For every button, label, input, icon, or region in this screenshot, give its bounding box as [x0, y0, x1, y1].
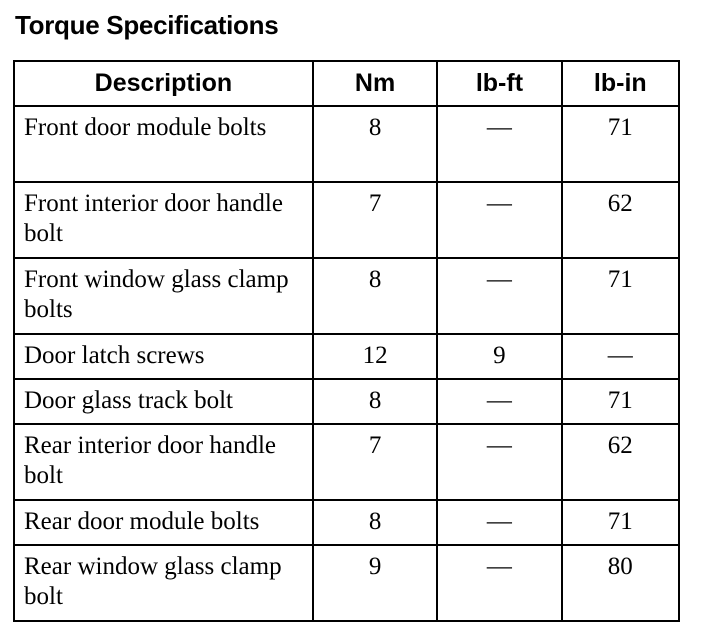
lb-ft-cell: — — [437, 182, 561, 258]
lb-in-cell: 80 — [562, 545, 679, 621]
description-cell: Rear door module bolts — [14, 500, 313, 545]
table-row — [14, 334, 679, 379]
description-cell: Front window glass clamp bolts — [14, 258, 313, 334]
nm-cell: 7 — [313, 424, 437, 500]
description-cell: Door latch screws — [14, 334, 313, 379]
lb-ft-cell: — — [437, 424, 561, 500]
nm-cell: 8 — [313, 379, 437, 424]
table-row — [14, 182, 679, 258]
description-cell: Front interior door handle bolt — [14, 182, 313, 258]
lb-ft-cell: — — [437, 258, 561, 334]
description-cell: Rear window glass clamp bolt — [14, 545, 313, 621]
lb-in-cell: 62 — [562, 182, 679, 258]
torque-specifications-table — [13, 60, 680, 622]
nm-cell: 12 — [313, 334, 437, 379]
table-row — [14, 106, 679, 182]
lb-in-cell: 71 — [562, 106, 679, 182]
table-row — [14, 258, 679, 334]
description-cell: Door glass track bolt — [14, 379, 313, 424]
lb-ft-cell: — — [437, 545, 561, 621]
table-row — [14, 545, 679, 621]
nm-cell: 8 — [313, 258, 437, 334]
lb-ft-cell: 9 — [437, 334, 561, 379]
table-row — [14, 424, 679, 500]
page-title: Torque Specifications — [15, 10, 279, 40]
nm-cell: 9 — [313, 545, 437, 621]
lb-in-cell: 62 — [562, 424, 679, 500]
lb-in-cell: 71 — [562, 500, 679, 545]
table-row — [14, 500, 679, 545]
column-header-lb-ft: lb-ft — [437, 61, 561, 106]
lb-ft-cell: — — [437, 500, 561, 545]
description-cell: Rear interior door handle bolt — [14, 424, 313, 500]
nm-cell: 8 — [313, 106, 437, 182]
column-header-nm: Nm — [313, 61, 437, 106]
nm-cell: 8 — [313, 500, 437, 545]
lb-in-cell: 71 — [562, 379, 679, 424]
lb-in-cell: 71 — [562, 258, 679, 334]
description-cell: Front door module bolts — [14, 106, 313, 182]
lb-ft-cell: — — [437, 379, 561, 424]
nm-cell: 7 — [313, 182, 437, 258]
column-header-description: Description — [14, 61, 313, 106]
column-header-lb-in: lb-in — [562, 61, 679, 106]
lb-ft-cell: — — [437, 106, 561, 182]
lb-in-cell: — — [562, 334, 679, 379]
table-header-row — [14, 61, 679, 106]
table-row — [14, 379, 679, 424]
